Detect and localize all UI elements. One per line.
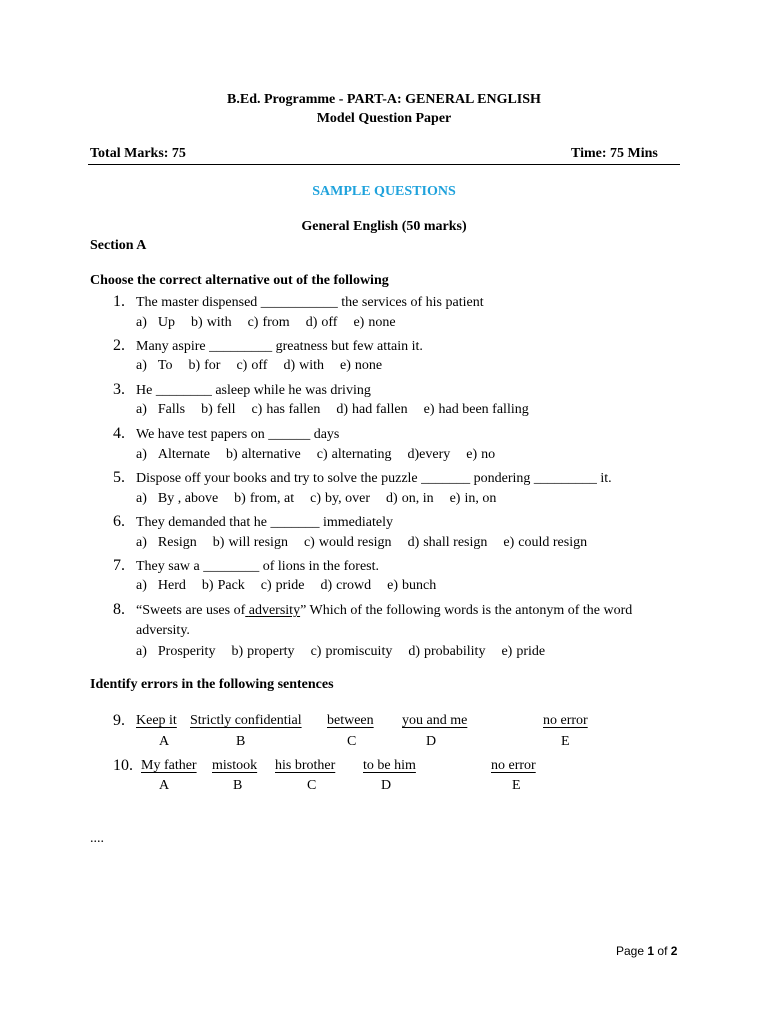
question-5 [113, 470, 612, 487]
question-6 [113, 514, 393, 531]
option-text: pride [516, 644, 546, 659]
option-text: none [368, 315, 396, 330]
error-segment-a: Keep it [136, 713, 177, 728]
question-4 [113, 426, 339, 443]
options-1 [136, 315, 396, 331]
option-text: had fallen [352, 402, 408, 417]
option-text: pride [275, 578, 305, 593]
question-number: 1. [113, 293, 125, 310]
option-label: b) [201, 402, 213, 417]
option-text: Alternate [157, 447, 210, 462]
option-text: on, in [401, 491, 434, 506]
question-text: Many aspire _________ greatness but few attain it. [136, 339, 423, 354]
option-c [310, 491, 370, 507]
option-c [251, 402, 320, 418]
option-label: e) [501, 644, 513, 659]
option-label: b) [201, 578, 214, 593]
option-label: b) [234, 491, 246, 506]
option-text: By , above [157, 491, 219, 506]
segment-letter-b: B [233, 778, 243, 793]
option-label: a) [136, 315, 147, 330]
error-segment-e: no error [491, 758, 536, 773]
option-text: To [157, 358, 173, 373]
options-2 [136, 358, 382, 374]
segment-letter-d: D [381, 778, 392, 793]
option-a [136, 491, 218, 507]
question-text: Dispose off your books and try to solve the puzzle _______ pondering _________ it. [136, 471, 612, 486]
option-d [386, 491, 434, 507]
paper-subtitle: Model Question Paper [316, 111, 452, 126]
section-heading: Section A [90, 238, 147, 253]
option-text: could resign [518, 535, 588, 550]
option-text: no [481, 447, 496, 462]
option-c [236, 358, 267, 374]
option-label: c) [303, 535, 315, 550]
option-e [387, 578, 436, 594]
option-label: a) [136, 644, 147, 659]
option-text: had been falling [438, 402, 529, 417]
option-label: e) [423, 402, 435, 417]
page-number [616, 944, 677, 958]
option-label: d) [336, 402, 349, 417]
option-label: d) [386, 491, 398, 506]
option-text: crowd [336, 578, 372, 593]
options-5 [136, 491, 496, 507]
option-label: a) [136, 358, 147, 373]
option-text: Up [157, 315, 176, 330]
option-e [466, 447, 495, 463]
option-label: a) [136, 578, 147, 593]
option-label: d) [305, 315, 318, 330]
option-label: d) [408, 644, 421, 659]
option-text: Pack [217, 578, 245, 593]
question-text: He ________ asleep while he was driving [136, 383, 371, 398]
option-text: by, over [325, 491, 371, 506]
option-label: d) [283, 358, 296, 373]
current-page: 1 [647, 944, 655, 958]
option-label: c) [236, 358, 248, 373]
question-number: 5. [113, 469, 125, 486]
option-text: Falls [157, 402, 186, 417]
segment-letter-e: E [512, 778, 521, 793]
question-text-before: “Sweets are uses of [136, 603, 246, 618]
header-divider [88, 164, 680, 165]
option-a [136, 358, 172, 374]
option-e [340, 358, 382, 374]
option-d [306, 315, 338, 331]
option-text: every [419, 447, 451, 462]
option-e [424, 402, 529, 418]
option-text: alternating [331, 447, 392, 462]
option-text: in, on [464, 491, 497, 506]
option-b [231, 644, 294, 660]
question-text: They saw a ________ of lions in the forest. [136, 559, 380, 574]
question-text-continuation: adversity. [136, 623, 190, 638]
option-c [317, 447, 392, 463]
option-d [408, 447, 451, 463]
option-text: Prosperity [157, 644, 216, 659]
option-label: b) [188, 358, 201, 373]
segment-letter-c: C [307, 778, 317, 793]
option-b [201, 402, 235, 418]
option-e [503, 535, 587, 551]
question-text-after: ” Which of the following words is the antonym of the word [300, 603, 633, 618]
question-3 [113, 382, 371, 399]
option-text: Resign [157, 535, 197, 550]
option-label: d) [407, 535, 420, 550]
question-number: 8. [113, 601, 125, 618]
option-text: off [251, 358, 268, 373]
option-d [283, 358, 324, 374]
option-text: from [262, 315, 290, 330]
options-3 [136, 402, 529, 418]
question-number: 6. [113, 513, 125, 530]
question-9-number: 9. [113, 712, 125, 729]
option-label: a) [136, 447, 147, 462]
error-segment-c: between [327, 713, 374, 728]
time-allowed: Time: 75 Mins [571, 146, 658, 161]
options-6 [136, 535, 587, 551]
option-text: fell [216, 402, 236, 417]
option-e [450, 491, 497, 507]
option-text: would resign [318, 535, 392, 550]
option-label: c) [247, 315, 259, 330]
option-a [136, 315, 175, 331]
question-1 [113, 294, 484, 311]
error-segment-b: mistook [212, 758, 258, 773]
option-label: d) [320, 578, 333, 593]
option-text: will resign [228, 535, 288, 550]
option-a [136, 535, 197, 551]
option-text: has fallen [266, 402, 321, 417]
option-label: a) [136, 402, 147, 417]
part1-instruction: Choose the correct alternative out of the following [90, 273, 389, 288]
option-b [202, 578, 245, 594]
option-text: bunch [402, 578, 437, 593]
segment-letter-a: A [159, 778, 170, 793]
option-text: shall resign [423, 535, 488, 550]
option-label: e) [466, 447, 478, 462]
error-segment-b: Strictly confidential [190, 713, 302, 728]
option-d [408, 535, 488, 551]
total-pages: 2 [670, 944, 678, 958]
option-e [501, 644, 545, 660]
segment-letter-c: C [347, 734, 357, 749]
option-a [136, 578, 186, 594]
option-label: c) [251, 402, 263, 417]
option-text: alternative [241, 447, 301, 462]
option-label: b) [231, 644, 244, 659]
option-b [234, 491, 294, 507]
option-text: property [247, 644, 295, 659]
option-label: d) [407, 447, 420, 462]
paper-title: B.Ed. Programme - PART-A: GENERAL ENGLISH [227, 92, 541, 107]
total-marks: Total Marks: 75 [90, 146, 186, 161]
error-segment-d: to be him [363, 758, 416, 773]
question-text: We have test papers on ______ days [136, 427, 340, 442]
option-c [248, 315, 290, 331]
option-text: with [299, 358, 324, 373]
question-number: 4. [113, 425, 125, 442]
option-d [320, 578, 371, 594]
option-a [136, 447, 210, 463]
option-label: c) [310, 644, 322, 659]
option-label: c) [260, 578, 272, 593]
part2-instruction: Identify errors in the following sentences [90, 677, 334, 692]
option-text: none [354, 358, 383, 373]
option-label: a) [136, 491, 147, 506]
segment-letter-e: E [561, 734, 570, 749]
underlined-word: adversity [248, 603, 301, 618]
option-label: b) [212, 535, 225, 550]
option-d [408, 644, 485, 660]
continuation-ellipsis: .... [90, 831, 104, 846]
option-text: probability [424, 644, 486, 659]
option-label: b) [225, 447, 238, 462]
option-label: c) [316, 447, 328, 462]
options-8 [136, 644, 545, 660]
option-c [311, 644, 393, 660]
option-label: e) [449, 491, 461, 506]
option-b [191, 315, 232, 331]
general-english-heading: General English (50 marks) [301, 219, 467, 234]
option-c [261, 578, 305, 594]
option-label: b) [191, 315, 203, 330]
question-number: 7. [113, 557, 125, 574]
option-a [136, 644, 215, 660]
option-label: e) [353, 315, 365, 330]
question-number: 3. [113, 381, 125, 398]
question-10-number: 10. [113, 757, 133, 774]
option-d [336, 402, 407, 418]
options-4 [136, 447, 495, 463]
options-7 [136, 578, 436, 594]
option-label: a) [136, 535, 147, 550]
of-word: of [657, 944, 668, 958]
option-b [213, 535, 288, 551]
error-segment-c: his brother [275, 758, 336, 773]
option-text: for [204, 358, 221, 373]
question-text: They demanded that he _______ immediately [136, 515, 393, 530]
question-text: The master dispensed ___________ the services of his patient [136, 295, 484, 310]
option-b [226, 447, 301, 463]
question-8 [113, 602, 632, 619]
option-text: promiscuity [325, 644, 393, 659]
option-text: with [206, 315, 232, 330]
error-segment-a: My father [141, 758, 197, 773]
option-label: e) [503, 535, 515, 550]
segment-letter-a: A [159, 734, 170, 749]
segment-letter-b: B [236, 734, 246, 749]
option-label: c) [310, 491, 322, 506]
option-label: e) [387, 578, 398, 593]
option-text: Herd [157, 578, 186, 593]
option-e [353, 315, 395, 331]
sample-questions-heading: SAMPLE QUESTIONS [312, 184, 456, 199]
option-b [188, 358, 220, 374]
error-segment-e: no error [543, 713, 588, 728]
question-7 [113, 558, 379, 575]
option-text: off [321, 315, 338, 330]
option-c [304, 535, 392, 551]
question-number: 2. [113, 337, 125, 354]
option-text: from, at [249, 491, 295, 506]
segment-letter-d: D [426, 734, 437, 749]
error-segment-d: you and me [402, 713, 468, 728]
question-2 [113, 338, 423, 355]
page-word: Page [616, 944, 645, 958]
option-a [136, 402, 185, 418]
option-label: e) [340, 358, 351, 373]
